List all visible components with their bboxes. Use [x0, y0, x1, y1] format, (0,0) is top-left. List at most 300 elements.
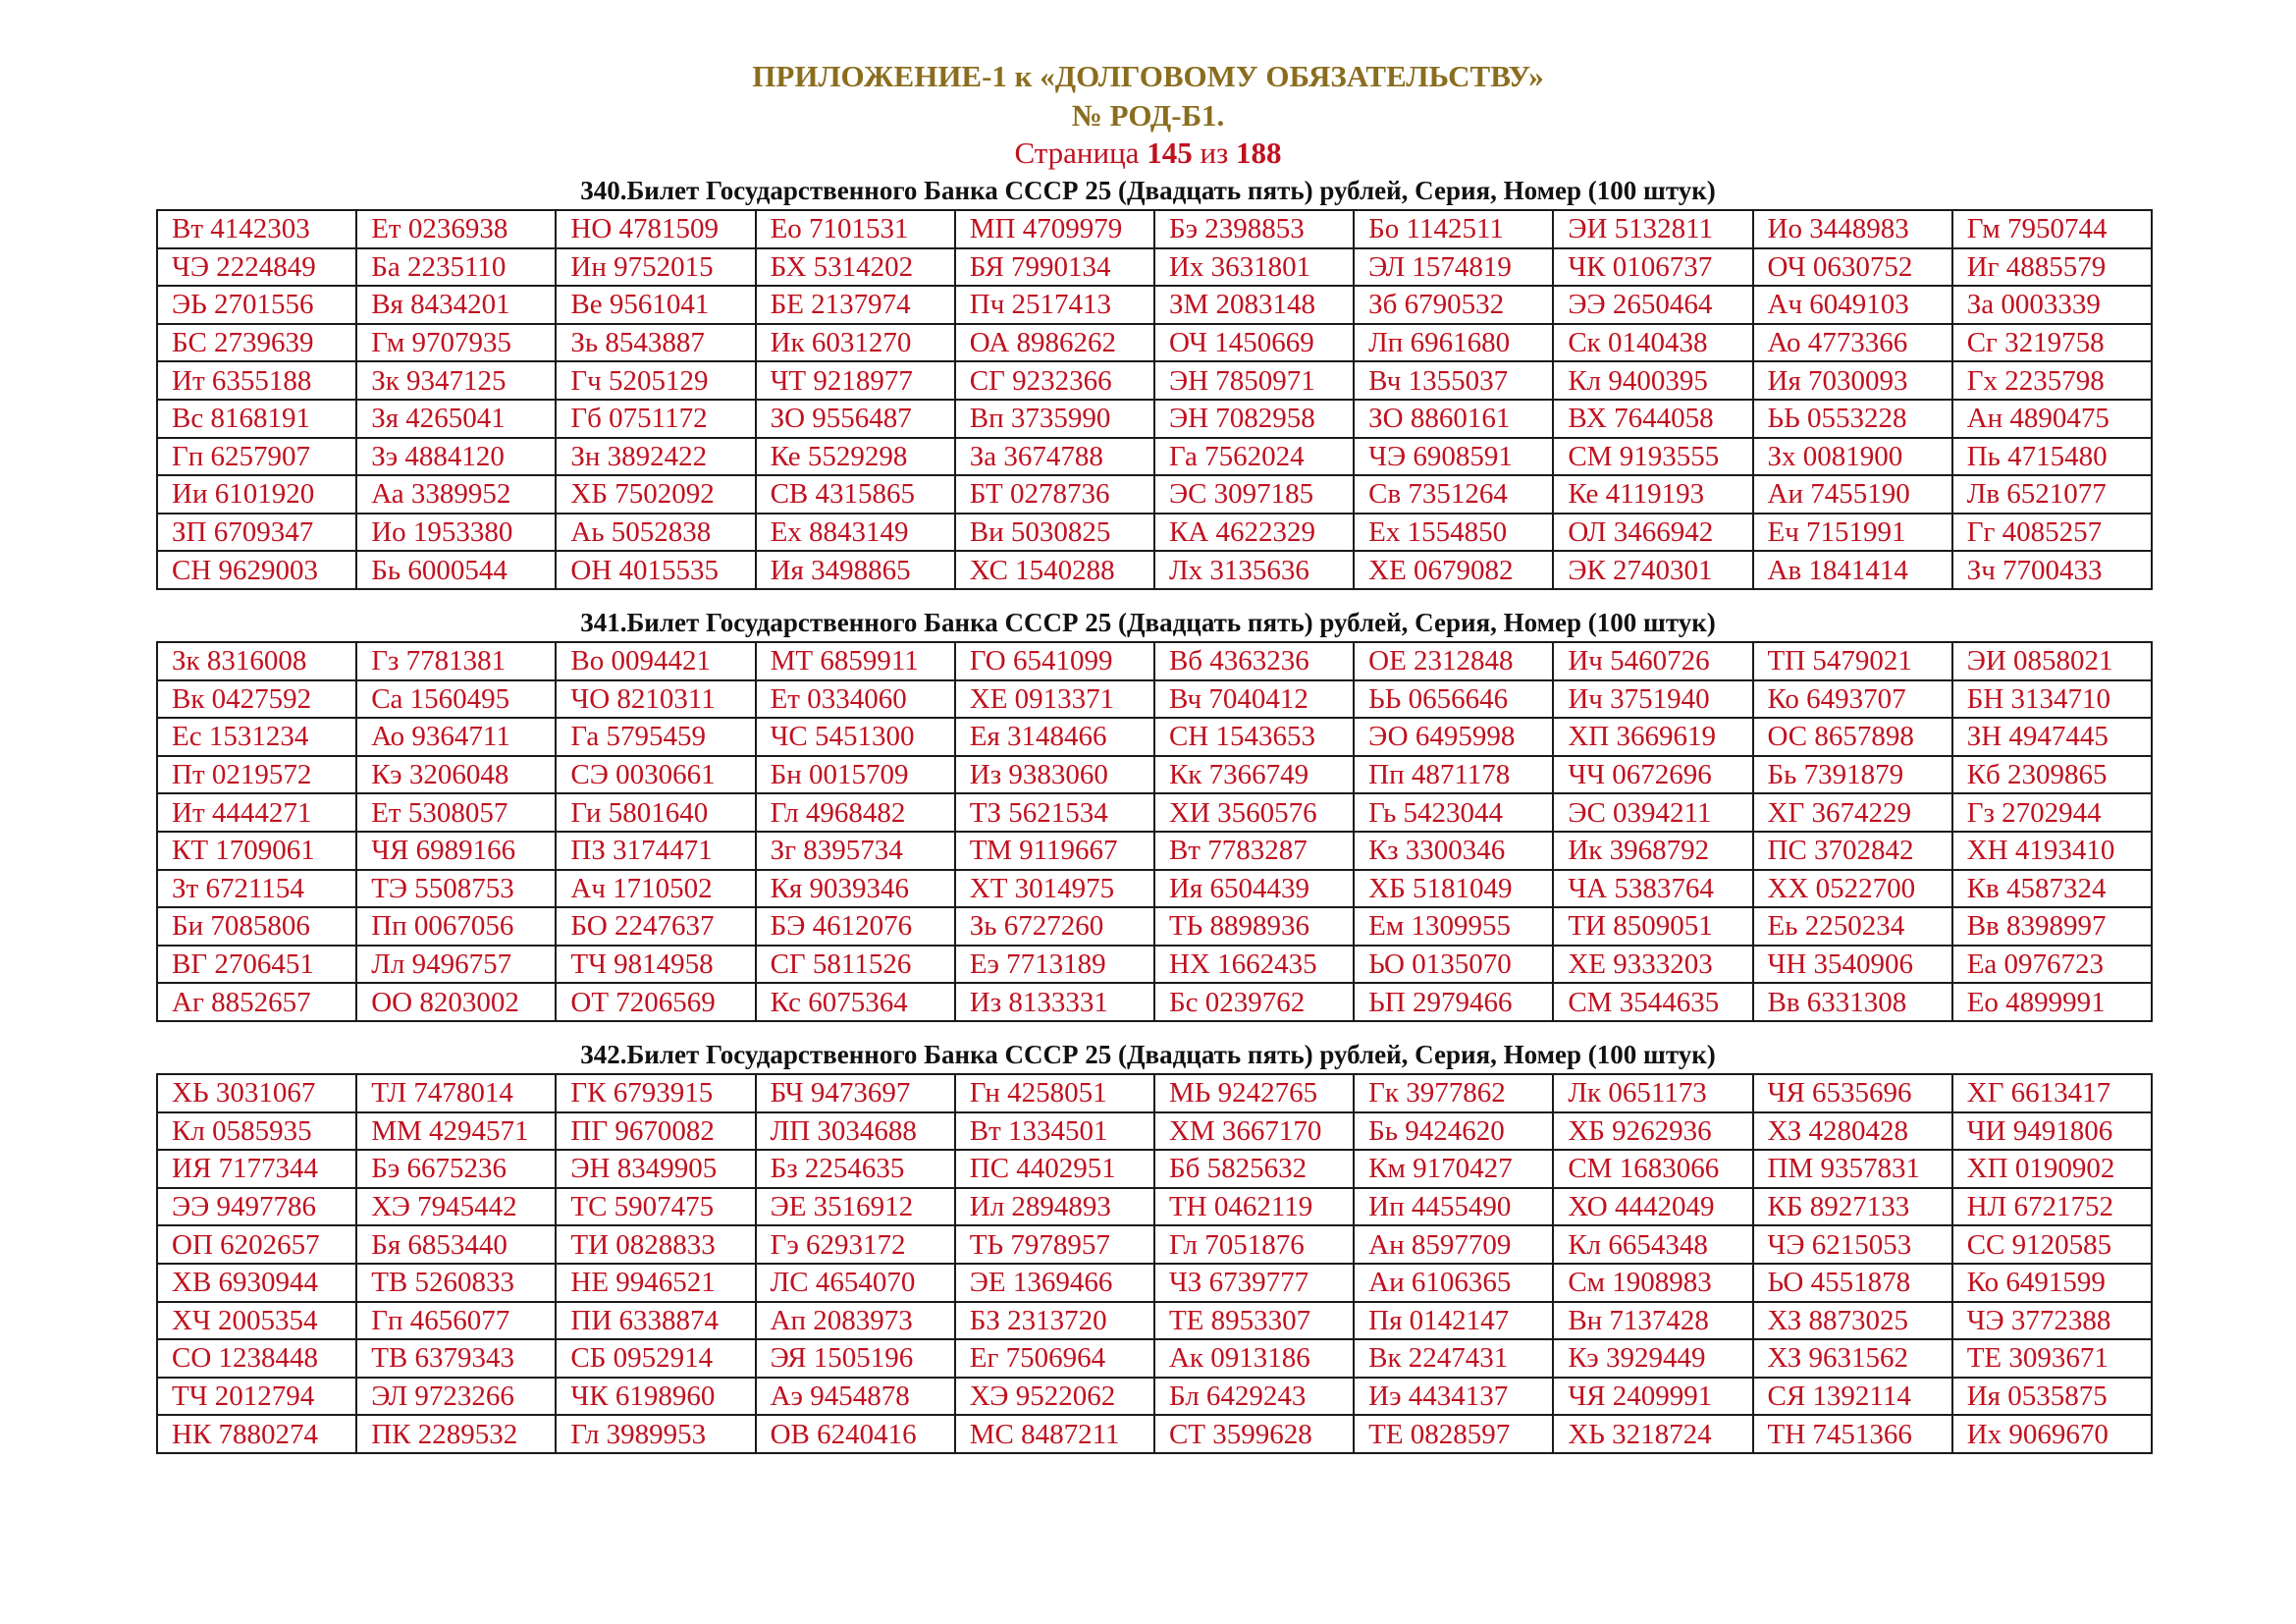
serial-number-cell: Аи 7455190	[1753, 475, 1952, 514]
serial-number-cell: ТЛ 7478014	[356, 1074, 556, 1112]
serial-number-cell: Гь 5423044	[1354, 793, 1553, 832]
serial-number-cell: Ве 9561041	[556, 286, 755, 324]
serial-number-cell: ХП 0190902	[1952, 1150, 2152, 1188]
serial-number-cell: Зч 7700433	[1952, 551, 2152, 589]
serial-number-cell: ТЕ 8953307	[1154, 1302, 1354, 1340]
serial-number-cell: Бо 1142511	[1354, 210, 1553, 248]
serial-number-cell: ТЕ 3093671	[1952, 1339, 2152, 1378]
serial-number-cell: ХИ 3560576	[1154, 793, 1354, 832]
serial-number-cell: Ет 0334060	[756, 680, 955, 719]
serial-number-cell: ХТ 3014975	[955, 870, 1154, 908]
serial-number-cell: Км 9170427	[1354, 1150, 1553, 1188]
serial-number-cell: Аа 3389952	[356, 475, 556, 514]
serial-number-cell: БО 2247637	[556, 907, 755, 946]
serial-number-cell: ЭЕ 1369466	[955, 1264, 1154, 1302]
serial-number-cell: ОО 8203002	[356, 983, 556, 1021]
serial-number-cell: Зт 6721154	[157, 870, 356, 908]
serial-number-cell: Ея 3148466	[955, 718, 1154, 756]
serial-number-cell: БЗ 2313720	[955, 1302, 1154, 1340]
serial-number-cell: Зк 8316008	[157, 642, 356, 680]
serial-number-cell: БЯ 7990134	[955, 248, 1154, 287]
serial-number-cell: ЗМ 2083148	[1154, 286, 1354, 324]
serial-number-cell: Бз 2254635	[756, 1150, 955, 1188]
serial-number-cell: Ео 7101531	[756, 210, 955, 248]
serial-number-cell: ОВ 6240416	[756, 1415, 955, 1453]
serial-number-cell: Гх 2235798	[1952, 361, 2152, 400]
serial-number-cell: ПЗ 3174471	[556, 832, 755, 870]
serial-number-cell: ЧЭ 6215053	[1753, 1225, 1952, 1264]
serial-number-cell: ГО 6541099	[955, 642, 1154, 680]
table-row	[157, 248, 2152, 287]
serial-number-cell: Кс 6075364	[756, 983, 955, 1021]
serial-number-cell: Гэ 6293172	[756, 1225, 955, 1264]
serial-number-cell: Зь 6727260	[955, 907, 1154, 946]
serial-number-cell: Ия 3498865	[756, 551, 955, 589]
serial-number-cell: Аг 8852657	[157, 983, 356, 1021]
serial-number-cell: Ем 1309955	[1354, 907, 1553, 946]
serial-number-cell: Зь 8543887	[556, 324, 755, 362]
serial-number-cell: Ит 6355188	[157, 361, 356, 400]
serial-number-cell: ОЧ 1450669	[1154, 324, 1354, 362]
page-current: 145	[1147, 135, 1193, 170]
serial-number-cell: БН 3134710	[1952, 680, 2152, 719]
serial-number-cell: Кэ 3929449	[1553, 1339, 1752, 1378]
serial-number-cell: Ия 0535875	[1952, 1378, 2152, 1416]
serial-number-cell: Ск 0140438	[1553, 324, 1752, 362]
serial-number-cell: ЛС 4654070	[756, 1264, 955, 1302]
serial-number-cell: ОЧ 0630752	[1753, 248, 1952, 287]
section-title-340: 340.Билет Государственного Банка СССР 25 (Двадцать пять) рублей, Серия, Номер (100 штук)	[580, 176, 1716, 205]
serial-number-cell: ХХ 0522700	[1753, 870, 1952, 908]
serial-number-cell: Ио 1953380	[356, 514, 556, 552]
serial-number-cell: Бя 6853440	[356, 1225, 556, 1264]
table-row	[157, 1378, 2152, 1416]
table-row	[157, 680, 2152, 719]
serial-number-cell: ТЕ 0828597	[1354, 1415, 1553, 1453]
serial-number-cell: Гп 4656077	[356, 1302, 556, 1340]
table-row	[157, 361, 2152, 400]
serial-number-cell: Кб 2309865	[1952, 756, 2152, 794]
serial-number-cell: Ан 8597709	[1354, 1225, 1553, 1264]
serial-number-cell: ЭО 6495998	[1354, 718, 1553, 756]
serial-number-cell: Ко 6493707	[1753, 680, 1952, 719]
serial-number-cell: ВГ 2706451	[157, 946, 356, 984]
serial-number-cell: Ав 1841414	[1753, 551, 1952, 589]
serial-number-cell: Лв 6521077	[1952, 475, 2152, 514]
serial-number-cell: Ке 4119193	[1553, 475, 1752, 514]
serial-number-cell: Ео 4899991	[1952, 983, 2152, 1021]
serial-number-cell: ОА 8986262	[955, 324, 1154, 362]
serial-number-cell: ЭН 7082958	[1154, 400, 1354, 438]
serial-number-cell: Би 7085806	[157, 907, 356, 946]
serial-number-cell: ЬО 4551878	[1753, 1264, 1952, 1302]
serial-number-cell: Ил 2894893	[955, 1188, 1154, 1226]
serial-number-cell: ЬО 0135070	[1354, 946, 1553, 984]
serial-number-cell: Ет 5308057	[356, 793, 556, 832]
table-row	[157, 983, 2152, 1021]
table-row	[157, 1112, 2152, 1151]
serial-number-cell: Гм 7950744	[1952, 210, 2152, 248]
serial-number-cell: Ех 8843149	[756, 514, 955, 552]
serial-number-cell: ХЕ 0679082	[1354, 551, 1553, 589]
table-row	[157, 286, 2152, 324]
serial-number-cell: ВХ 7644058	[1553, 400, 1752, 438]
serial-number-cell: Кэ 3206048	[356, 756, 556, 794]
serial-number-cell: Гз 7781381	[356, 642, 556, 680]
serial-number-cell: Ех 1554850	[1354, 514, 1553, 552]
serial-number-cell: ТН 0462119	[1154, 1188, 1354, 1226]
serial-number-cell: Ия 6504439	[1154, 870, 1354, 908]
serial-number-cell: Лк 0651173	[1553, 1074, 1752, 1112]
serial-number-cell: Зя 4265041	[356, 400, 556, 438]
serial-number-cell: ХБ 7502092	[556, 475, 755, 514]
serial-number-cell: ХС 1540288	[955, 551, 1154, 589]
serial-number-cell: ТЧ 9814958	[556, 946, 755, 984]
serial-number-cell: Га 5795459	[556, 718, 755, 756]
serial-number-cell: Иг 4885579	[1952, 248, 2152, 287]
table-row	[157, 1302, 2152, 1340]
serial-number-cell: КА 4622329	[1154, 514, 1354, 552]
serial-number-cell: ХЬ 3031067	[157, 1074, 356, 1112]
serial-number-cell: ТВ 5260833	[356, 1264, 556, 1302]
serial-number-cell: СН 9629003	[157, 551, 356, 589]
serial-number-cell: Лл 9496757	[356, 946, 556, 984]
serial-number-cell: ОТ 7206569	[556, 983, 755, 1021]
serial-number-cell: Бь 9424620	[1354, 1112, 1553, 1151]
serial-number-cell: ХЬ 3218724	[1553, 1415, 1752, 1453]
serial-number-cell: Бэ 6675236	[356, 1150, 556, 1188]
serial-number-cell: Ке 5529298	[756, 438, 955, 476]
serial-number-cell: ТИ 8509051	[1553, 907, 1752, 946]
table-row	[157, 793, 2152, 832]
serial-number-cell: ЬЬ 0656646	[1354, 680, 1553, 719]
serial-number-cell: ХП 3669619	[1553, 718, 1752, 756]
serial-number-cell: МС 8487211	[955, 1415, 1154, 1453]
serial-number-cell: Ик 3968792	[1553, 832, 1752, 870]
serial-number-cell: Кл 6654348	[1553, 1225, 1752, 1264]
serial-number-cell: СЭ 0030661	[556, 756, 755, 794]
serial-number-cell: Пя 0142147	[1354, 1302, 1553, 1340]
serial-number-cell: Зб 6790532	[1354, 286, 1553, 324]
serial-number-cell: СН 1543653	[1154, 718, 1354, 756]
serial-number-cell: Ет 0236938	[356, 210, 556, 248]
serial-number-cell: Иэ 4434137	[1354, 1378, 1553, 1416]
serial-number-cell: Кя 9039346	[756, 870, 955, 908]
table-row	[157, 324, 2152, 362]
serial-number-cell: ЧС 5451300	[756, 718, 955, 756]
serial-number-cell: КТ 1709061	[157, 832, 356, 870]
table-row	[157, 642, 2152, 680]
serial-number-cell: За 3674788	[955, 438, 1154, 476]
serial-number-cell: ХЧ 2005354	[157, 1302, 356, 1340]
serial-number-cell: Из 8133331	[955, 983, 1154, 1021]
serial-number-cell: ХН 4193410	[1952, 832, 2152, 870]
serial-number-cell: Зх 0081900	[1753, 438, 1952, 476]
serial-number-cell: ХЭ 9522062	[955, 1378, 1154, 1416]
document-title: ПРИЛОЖЕНИЕ-1 к «ДОЛГОВОМУ ОБЯЗАТЕЛЬСТВУ»	[752, 59, 1544, 93]
serial-number-cell: ЭЕ 3516912	[756, 1188, 955, 1226]
serial-number-cell: Бь 7391879	[1753, 756, 1952, 794]
table-row	[157, 514, 2152, 552]
serial-number-cell: Ач 6049103	[1753, 286, 1952, 324]
serial-number-cell: Ин 9752015	[556, 248, 755, 287]
serial-number-cell: ПИ 6338874	[556, 1302, 755, 1340]
serial-number-cell: ОП 6202657	[157, 1225, 356, 1264]
serial-number-cell: СС 9120585	[1952, 1225, 2152, 1264]
serial-number-cell: БТ 0278736	[955, 475, 1154, 514]
serial-number-cell: ТН 7451366	[1753, 1415, 1952, 1453]
serial-number-cell: СМ 9193555	[1553, 438, 1752, 476]
serial-number-cell: Кв 4587324	[1952, 870, 2152, 908]
serial-number-cell: СТ 3599628	[1154, 1415, 1354, 1453]
serial-number-cell: Бл 6429243	[1154, 1378, 1354, 1416]
serial-number-cell: Бь 6000544	[356, 551, 556, 589]
serial-number-cell: Вт 1334501	[955, 1112, 1154, 1151]
serial-number-cell: ХГ 3674229	[1753, 793, 1952, 832]
serial-number-cell: СВ 4315865	[756, 475, 955, 514]
serial-number-cell: ЭК 2740301	[1553, 551, 1752, 589]
serial-number-cell: МТ 6859911	[756, 642, 955, 680]
serial-number-cell: Пп 0067056	[356, 907, 556, 946]
serial-number-cell: ЗО 9556487	[756, 400, 955, 438]
serial-number-cell: ТЭ 5508753	[356, 870, 556, 908]
serial-number-cell: ЭН 8349905	[556, 1150, 755, 1188]
serial-number-cell: Гг 4085257	[1952, 514, 2152, 552]
serial-number-cell: Ко 6491599	[1952, 1264, 2152, 1302]
serial-number-cell: ЧЭ 2224849	[157, 248, 356, 287]
serial-number-cell: Пп 4871178	[1354, 756, 1553, 794]
serial-number-cell: СО 1238448	[157, 1339, 356, 1378]
serial-number-cell: Еч 7151991	[1753, 514, 1952, 552]
table-row	[157, 756, 2152, 794]
serial-number-cell: Зэ 4884120	[356, 438, 556, 476]
serial-number-cell: ЧИ 9491806	[1952, 1112, 2152, 1151]
table-row	[157, 475, 2152, 514]
serial-number-cell: ХМ 3667170	[1154, 1112, 1354, 1151]
banknote-table-341	[156, 641, 2153, 1022]
serial-number-cell: ТЗ 5621534	[955, 793, 1154, 832]
serial-number-cell: Пт 0219572	[157, 756, 356, 794]
table-row	[157, 1150, 2152, 1188]
serial-number-cell: КБ 8927133	[1753, 1188, 1952, 1226]
serial-number-cell: Ит 4444271	[157, 793, 356, 832]
table-row	[157, 400, 2152, 438]
serial-number-cell: Ип 4455490	[1354, 1188, 1553, 1226]
serial-number-cell: БЭ 4612076	[756, 907, 955, 946]
serial-number-cell: Кк 7366749	[1154, 756, 1354, 794]
serial-number-cell: Их 9069670	[1952, 1415, 2152, 1453]
serial-number-cell: Ао 4773366	[1753, 324, 1952, 362]
serial-number-cell: СГ 5811526	[756, 946, 955, 984]
serial-number-cell: Гн 4258051	[955, 1074, 1154, 1112]
serial-number-cell: Кл 0585935	[157, 1112, 356, 1151]
serial-number-cell: Кл 9400395	[1553, 361, 1752, 400]
serial-number-cell: ЧН 3540906	[1753, 946, 1952, 984]
serial-number-cell: СГ 9232366	[955, 361, 1154, 400]
serial-number-cell: ЭЭ 2650464	[1553, 286, 1752, 324]
serial-number-cell: Из 9383060	[955, 756, 1154, 794]
serial-number-cell: ТС 5907475	[556, 1188, 755, 1226]
table-row	[157, 1225, 2152, 1264]
serial-number-cell: ЛП 3034688	[756, 1112, 955, 1151]
serial-number-cell: ТЬ 7978957	[955, 1225, 1154, 1264]
serial-number-cell: Во 0094421	[556, 642, 755, 680]
serial-number-cell: ЗН 4947445	[1952, 718, 2152, 756]
serial-number-cell: БС 2739639	[157, 324, 356, 362]
serial-number-cell: ЭН 7850971	[1154, 361, 1354, 400]
serial-number-cell: ХГ 6613417	[1952, 1074, 2152, 1112]
section-title-341: 341.Билет Государственного Банка СССР 25 (Двадцать пять) рублей, Серия, Номер (100 штук)	[580, 608, 1716, 637]
serial-number-cell: Зк 9347125	[356, 361, 556, 400]
serial-number-cell: ЧТ 9218977	[756, 361, 955, 400]
serial-number-cell: Вк 2247431	[1354, 1339, 1553, 1378]
serial-number-cell: СМ 3544635	[1553, 983, 1752, 1021]
section-title-342: 342.Билет Государственного Банка СССР 25 (Двадцать пять) рублей, Серия, Номер (100 штук)	[580, 1040, 1716, 1069]
table-row	[157, 1415, 2152, 1453]
serial-number-cell: Ак 0913186	[1154, 1339, 1354, 1378]
serial-number-cell: ЗО 8860161	[1354, 400, 1553, 438]
serial-number-cell: Вв 8398997	[1952, 907, 2152, 946]
serial-number-cell: ХЗ 9631562	[1753, 1339, 1952, 1378]
serial-number-cell: НХ 1662435	[1154, 946, 1354, 984]
table-row	[157, 210, 2152, 248]
serial-number-cell: БХ 5314202	[756, 248, 955, 287]
serial-number-cell: Га 7562024	[1154, 438, 1354, 476]
serial-number-cell: ЧЯ 6989166	[356, 832, 556, 870]
serial-number-cell: Их 3631801	[1154, 248, 1354, 287]
serial-number-cell: Бн 0015709	[756, 756, 955, 794]
table-row	[157, 718, 2152, 756]
serial-number-cell: БЕ 2137974	[756, 286, 955, 324]
serial-number-cell: ПС 3702842	[1753, 832, 1952, 870]
serial-number-cell: БЧ 9473697	[756, 1074, 955, 1112]
serial-number-cell: Вн 7137428	[1553, 1302, 1752, 1340]
serial-number-cell: Ба 2235110	[356, 248, 556, 287]
document-number: № РОД-Б1.	[1071, 98, 1225, 133]
serial-number-cell: Пч 2517413	[955, 286, 1154, 324]
table-row	[157, 946, 2152, 984]
serial-number-cell: Ио 3448983	[1753, 210, 1952, 248]
banknote-table-340	[156, 209, 2153, 590]
serial-number-cell: ХБ 5181049	[1354, 870, 1553, 908]
serial-number-cell: Ик 6031270	[756, 324, 955, 362]
serial-number-cell: За 0003339	[1952, 286, 2152, 324]
serial-number-cell: ЬЬ 0553228	[1753, 400, 1952, 438]
serial-number-cell: Зн 3892422	[556, 438, 755, 476]
serial-number-cell: ММ 4294571	[356, 1112, 556, 1151]
serial-number-cell: ОЕ 2312848	[1354, 642, 1553, 680]
serial-number-cell: СМ 1683066	[1553, 1150, 1752, 1188]
serial-number-cell: ОС 8657898	[1753, 718, 1952, 756]
serial-number-cell: Гл 3989953	[556, 1415, 755, 1453]
table-row	[157, 832, 2152, 870]
serial-number-cell: ХБ 9262936	[1553, 1112, 1752, 1151]
serial-number-cell: ЧЭ 6908591	[1354, 438, 1553, 476]
serial-number-cell: Гп 6257907	[157, 438, 356, 476]
serial-number-cell: ЧЭ 3772388	[1952, 1302, 2152, 1340]
serial-number-cell: ЭС 0394211	[1553, 793, 1752, 832]
serial-number-cell: Гч 5205129	[556, 361, 755, 400]
serial-number-cell: Ан 4890475	[1952, 400, 2152, 438]
serial-number-cell: ЭЯ 1505196	[756, 1339, 955, 1378]
serial-number-cell: Бб 5825632	[1154, 1150, 1354, 1188]
serial-number-cell: ТМ 9119667	[955, 832, 1154, 870]
serial-number-cell: Ес 1531234	[157, 718, 356, 756]
serial-number-cell: ЧК 0106737	[1553, 248, 1752, 287]
serial-number-cell: ХЕ 0913371	[955, 680, 1154, 719]
serial-number-cell: Сг 3219758	[1952, 324, 2152, 362]
serial-number-cell: ТЧ 2012794	[157, 1378, 356, 1416]
serial-number-cell: Вт 7783287	[1154, 832, 1354, 870]
serial-number-cell: МП 4709979	[955, 210, 1154, 248]
serial-number-cell: Ег 7506964	[955, 1339, 1154, 1378]
serial-number-cell: ОЛ 3466942	[1553, 514, 1752, 552]
serial-number-cell: Кз 3300346	[1354, 832, 1553, 870]
serial-number-cell: Вч 1355037	[1354, 361, 1553, 400]
serial-number-cell: Ия 7030093	[1753, 361, 1952, 400]
page-counter	[0, 134, 2296, 173]
page-total: 188	[1236, 135, 1282, 170]
table-row	[157, 870, 2152, 908]
serial-number-cell: См 1908983	[1553, 1264, 1752, 1302]
serial-number-cell: ЭС 3097185	[1154, 475, 1354, 514]
table-row	[157, 438, 2152, 476]
serial-number-cell: ПГ 9670082	[556, 1112, 755, 1151]
table-row	[157, 907, 2152, 946]
serial-number-cell: НЕ 9946521	[556, 1264, 755, 1302]
serial-number-cell: Гк 3977862	[1354, 1074, 1553, 1112]
serial-number-cell: ЭЛ 1574819	[1354, 248, 1553, 287]
serial-number-cell: ЭЭ 9497786	[157, 1188, 356, 1226]
table-row	[157, 1264, 2152, 1302]
serial-number-cell: Ао 9364711	[356, 718, 556, 756]
serial-number-cell: ИЯ 7177344	[157, 1150, 356, 1188]
serial-number-cell: ТИ 0828833	[556, 1225, 755, 1264]
serial-number-cell: ЧЯ 6535696	[1753, 1074, 1952, 1112]
serial-number-cell: Гм 9707935	[356, 324, 556, 362]
serial-number-cell: ТВ 6379343	[356, 1339, 556, 1378]
serial-number-cell: ТП 5479021	[1753, 642, 1952, 680]
serial-number-cell: Вк 0427592	[157, 680, 356, 719]
serial-number-cell: НК 7880274	[157, 1415, 356, 1453]
table-row	[157, 1074, 2152, 1112]
page-of-label: из	[1200, 135, 1229, 170]
serial-number-cell: ЧК 6198960	[556, 1378, 755, 1416]
serial-number-cell: ЗП 6709347	[157, 514, 356, 552]
serial-number-cell: ХЭ 7945442	[356, 1188, 556, 1226]
serial-number-cell: ЧО 8210311	[556, 680, 755, 719]
serial-number-cell: ХЗ 4280428	[1753, 1112, 1952, 1151]
serial-number-cell: Аи 6106365	[1354, 1264, 1553, 1302]
serial-number-cell: Зг 8395734	[756, 832, 955, 870]
serial-number-cell: Лп 6961680	[1354, 324, 1553, 362]
serial-number-cell: ЧЗ 6739777	[1154, 1264, 1354, 1302]
serial-number-cell: НЛ 6721752	[1952, 1188, 2152, 1226]
serial-number-cell: Св 7351264	[1354, 475, 1553, 514]
serial-number-cell: ПМ 9357831	[1753, 1150, 1952, 1188]
banknote-table-342	[156, 1073, 2153, 1454]
serial-number-cell: Ви 5030825	[955, 514, 1154, 552]
serial-number-cell: Ап 2083973	[756, 1302, 955, 1340]
serial-number-cell: Гл 4968482	[756, 793, 955, 832]
serial-number-cell: Вс 8168191	[157, 400, 356, 438]
serial-number-cell: Гл 7051876	[1154, 1225, 1354, 1264]
serial-number-cell: ЧЯ 2409991	[1553, 1378, 1752, 1416]
serial-number-cell: Вб 4363236	[1154, 642, 1354, 680]
serial-number-cell: Вв 6331308	[1753, 983, 1952, 1021]
serial-number-cell: ТЬ 8898936	[1154, 907, 1354, 946]
serial-number-cell: ЧЧ 0672696	[1553, 756, 1752, 794]
